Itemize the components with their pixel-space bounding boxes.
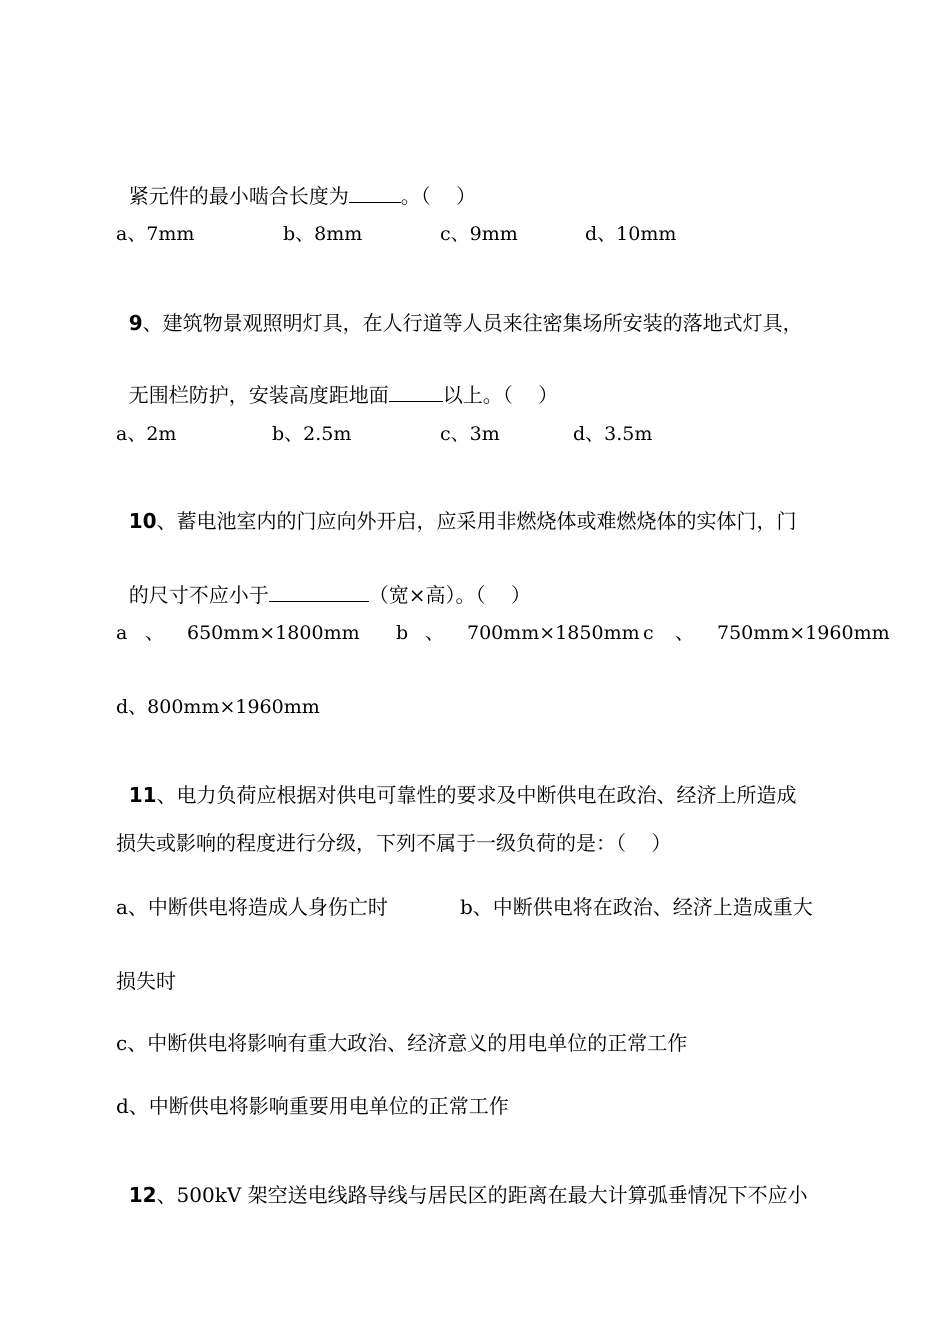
stem-text: 、建筑物景观照明灯具，在人行道等人员来往密集场所安装的落地式灯具， [142,311,803,335]
question-number: 10 [128,509,157,533]
q9-option-c: c、3m [440,423,500,445]
q11-option-c: c、中断供电将影响有重大政治、经济意义的用电单位的正常工作 [116,1031,688,1055]
stem-text: 、蓄电池室内的门应向外开启，应采用非燃烧体或难燃烧体的实体门，门 [156,509,797,533]
q11-option-b: b、中断供电将在政治、经济上造成重大 [460,895,813,919]
stem-text: 的尺寸不应小于 [128,583,269,607]
q8-option-b: b、8mm [283,223,363,245]
stem-text: 无围栏防护，安装高度距地面 [128,383,389,407]
stem-text-end: （宽×高）。（ ） [368,583,531,607]
question-8-stem-continued [116,157,476,209]
q11-option-a: a、中断供电将造成人身伤亡时 [116,895,388,919]
q9-option-d: d、3.5m [573,423,653,445]
question-number: 11 [128,783,157,807]
stem-text: 紧元件的最小啮合长度为 [128,184,349,208]
stem-text: 、500kV 架空送电线路导线与居民区的距离在最大计算弧垂情况下不应小 [156,1183,808,1207]
q8-option-a: a、7mm [116,223,195,245]
q10-option-c-sep: 、 [675,622,695,644]
question-10-line-2 [116,556,531,608]
stem-text: 、电力负荷应根据对供电可靠性的要求及中断供电在政治、经济上所造成 [156,783,797,807]
q10-option-c-letter: c [643,622,654,644]
answer-blank [389,383,443,402]
answer-blank [269,583,369,602]
q8-option-c: c、9mm [440,223,518,245]
question-9-line-1 [116,284,803,336]
q10-option-a-text: 650mm×1800mm [187,622,360,644]
question-12-line-1 [116,1156,808,1208]
q10-option-b-letter: b [396,622,409,644]
q10-option-a-sep: 、 [145,622,165,644]
stem-text-end: 以上。（ ） [442,383,559,407]
q10-option-b-text: 700mm×1850mm [467,622,640,644]
question-11-line-1 [116,756,797,808]
q11-option-d: d、中断供电将影响重要用电单位的正常工作 [116,1094,509,1118]
q10-option-d: d、800mm×1960mm [116,696,320,718]
stem-text-end: 。（ ） [400,184,477,208]
q9-option-b: b、2.5m [272,423,352,445]
question-number: 9 [128,311,143,335]
question-11-line-2: 损失或影响的程度进行分级，下列不属于一级负荷的是：（ ） [116,831,672,855]
answer-blank [349,184,401,203]
question-10-line-1 [116,482,797,534]
q8-option-d: d、10mm [585,223,677,245]
question-9-line-2 [116,356,558,408]
q10-option-b-sep: 、 [425,622,445,644]
q10-option-a-letter: a [116,622,128,644]
q10-option-c-text: 750mm×1960mm [717,622,890,644]
q9-option-a: a、2m [116,423,177,445]
question-number: 12 [128,1183,157,1207]
q11-option-b-continued: 损失时 [116,969,176,993]
